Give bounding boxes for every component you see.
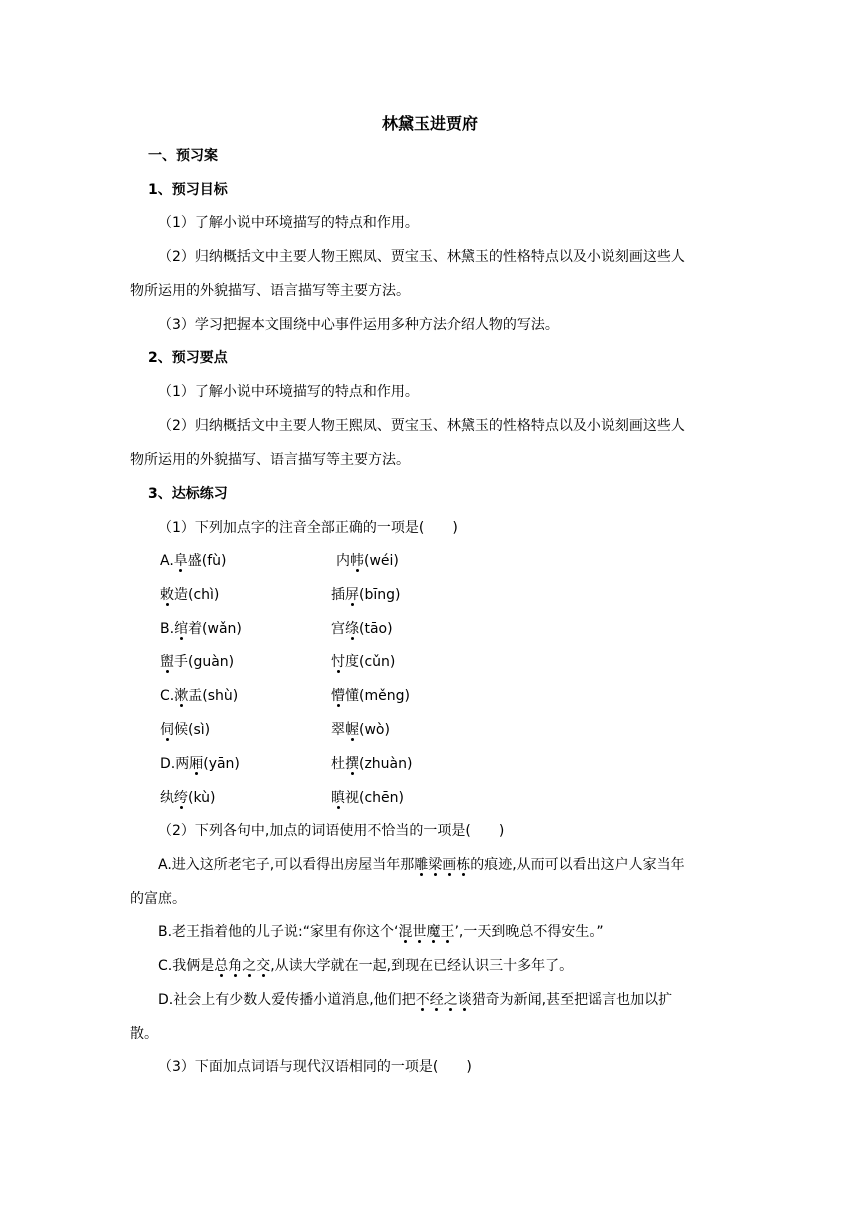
dotted-char: 绦 [345, 621, 359, 637]
dotted-char: 栋 [456, 857, 471, 873]
option-row-7-left: D.两厢(yān) [160, 756, 240, 772]
question-2-option-d-cont: 散。 [130, 1026, 158, 1042]
option-row-2-left: 敕造(chì) [160, 587, 220, 603]
dotted-char: 漱 [174, 688, 189, 704]
question-2-stem: （2）下列各句中,加点的词语使用不恰当的一项是( ) [158, 823, 505, 839]
dotted-char: 幄 [345, 722, 359, 738]
subheading-keypoints: 2、预习要点 [148, 350, 228, 366]
dotted-char: 总 [214, 958, 229, 974]
dotted-phrase [414, 857, 470, 873]
question-2-option-d: D.社会上有少数人爱传播小道消息,他们把不经之谈猎奇为新闻,甚至把谣言也加以扩 [158, 992, 673, 1008]
option-row-8-left: 纨绔(kù) [160, 790, 216, 806]
keypoint-item-1: （1）了解小说中环境描写的特点和作用。 [158, 384, 419, 400]
dotted-char: 懵 [331, 688, 345, 704]
option-row-1-right: 内帏(wéi) [336, 553, 399, 569]
dotted-char: 王 [440, 924, 455, 940]
dotted-char: 忖 [331, 654, 345, 670]
goal-item-1: （1）了解小说中环境描写的特点和作用。 [158, 215, 419, 231]
dotted-char: 阜 [173, 553, 188, 569]
dotted-char: 帏 [350, 553, 364, 569]
dotted-char: 盥 [160, 654, 174, 670]
dotted-char: 角 [228, 958, 243, 974]
dotted-char: 画 [442, 857, 457, 873]
option-row-4-right: 忖度(cǔn) [331, 654, 396, 670]
dotted-char: 瞋 [331, 790, 345, 806]
keypoint-item-2-cont: 物所运用的外貌描写、语言描写等主要方法。 [130, 452, 410, 468]
dotted-char: 经 [429, 992, 444, 1008]
dotted-phrase [416, 992, 472, 1008]
dotted-phrase [398, 924, 454, 940]
dotted-char: 厢 [189, 756, 204, 772]
dotted-char: 交 [256, 958, 271, 974]
dotted-char: 混 [398, 924, 413, 940]
dotted-char: 不 [415, 992, 430, 1008]
dotted-char: 雕 [414, 857, 429, 873]
option-row-1-left: A.阜盛(fù) [160, 553, 227, 569]
option-row-3-left: B.绾着(wǎn) [160, 621, 242, 637]
goal-item-2: （2）归纳概括文中主要人物王熙凤、贾宝玉、林黛玉的性格特点以及小说刻画这些人 [158, 249, 685, 265]
dotted-char: 谈 [457, 992, 472, 1008]
dotted-char: 撰 [345, 756, 359, 772]
option-row-5-right: 懵懂(měng) [331, 688, 410, 704]
option-row-7-right: 杜撰(zhuàn) [331, 756, 413, 772]
dotted-char: 世 [412, 924, 427, 940]
question-2-option-c: C.我俩是总角之交,从读大学就在一起,到现在已经认识三十多年了。 [158, 958, 574, 974]
goal-item-3: （3）学习把握本文围绕中心事件运用多种方法介绍人物的写法。 [158, 317, 559, 333]
question-2-option-a: A.进入这所老宅子,可以看得出房屋当年那雕梁画栋的痕迹,从而可以看出这户人家当年 [158, 857, 685, 873]
goal-item-2-cont: 物所运用的外貌描写、语言描写等主要方法。 [130, 283, 410, 299]
subheading-exercises: 3、达标练习 [148, 486, 228, 502]
dotted-char: 之 [242, 958, 257, 974]
question-2-option-b: B.老王指着他的儿子说:“家里有你这个‘混世魔王’,一天到晚总不得安生。” [158, 924, 604, 940]
dotted-char: 屏 [345, 587, 359, 603]
option-row-3-right: 宫绦(tāo) [331, 621, 393, 637]
option-row-4-left: 盥手(guàn) [160, 654, 235, 670]
section-heading-preview: 一、预习案 [148, 148, 218, 164]
option-row-6-left: 伺候(sì) [160, 722, 211, 738]
option-row-5-left: C.漱盂(shù) [160, 688, 239, 704]
question-3-stem: （3）下面加点词语与现代汉语相同的一项是( ) [158, 1059, 472, 1075]
document-title: 林黛玉进贾府 [381, 114, 478, 133]
keypoint-item-2: （2）归纳概括文中主要人物王熙凤、贾宝玉、林黛玉的性格特点以及小说刻画这些人 [158, 418, 685, 434]
option-row-2-right: 插屏(bīng) [331, 587, 401, 603]
dotted-char: 魔 [426, 924, 441, 940]
dotted-phrase [214, 958, 270, 974]
question-1-stem: （1）下列加点字的注音全部正确的一项是( ) [158, 520, 458, 536]
dotted-char: 梁 [428, 857, 443, 873]
dotted-char: 之 [443, 992, 458, 1008]
question-2-option-a-cont: 的富庶。 [130, 891, 186, 907]
subheading-goals: 1、预习目标 [148, 182, 228, 198]
option-row-6-right: 翠幄(wò) [331, 722, 390, 738]
option-row-8-right: 瞋视(chēn) [331, 790, 404, 806]
dotted-char: 敕 [160, 587, 174, 603]
dotted-char: 伺 [160, 722, 174, 738]
dotted-char: 绔 [174, 790, 188, 806]
dotted-char: 绾 [174, 621, 189, 637]
